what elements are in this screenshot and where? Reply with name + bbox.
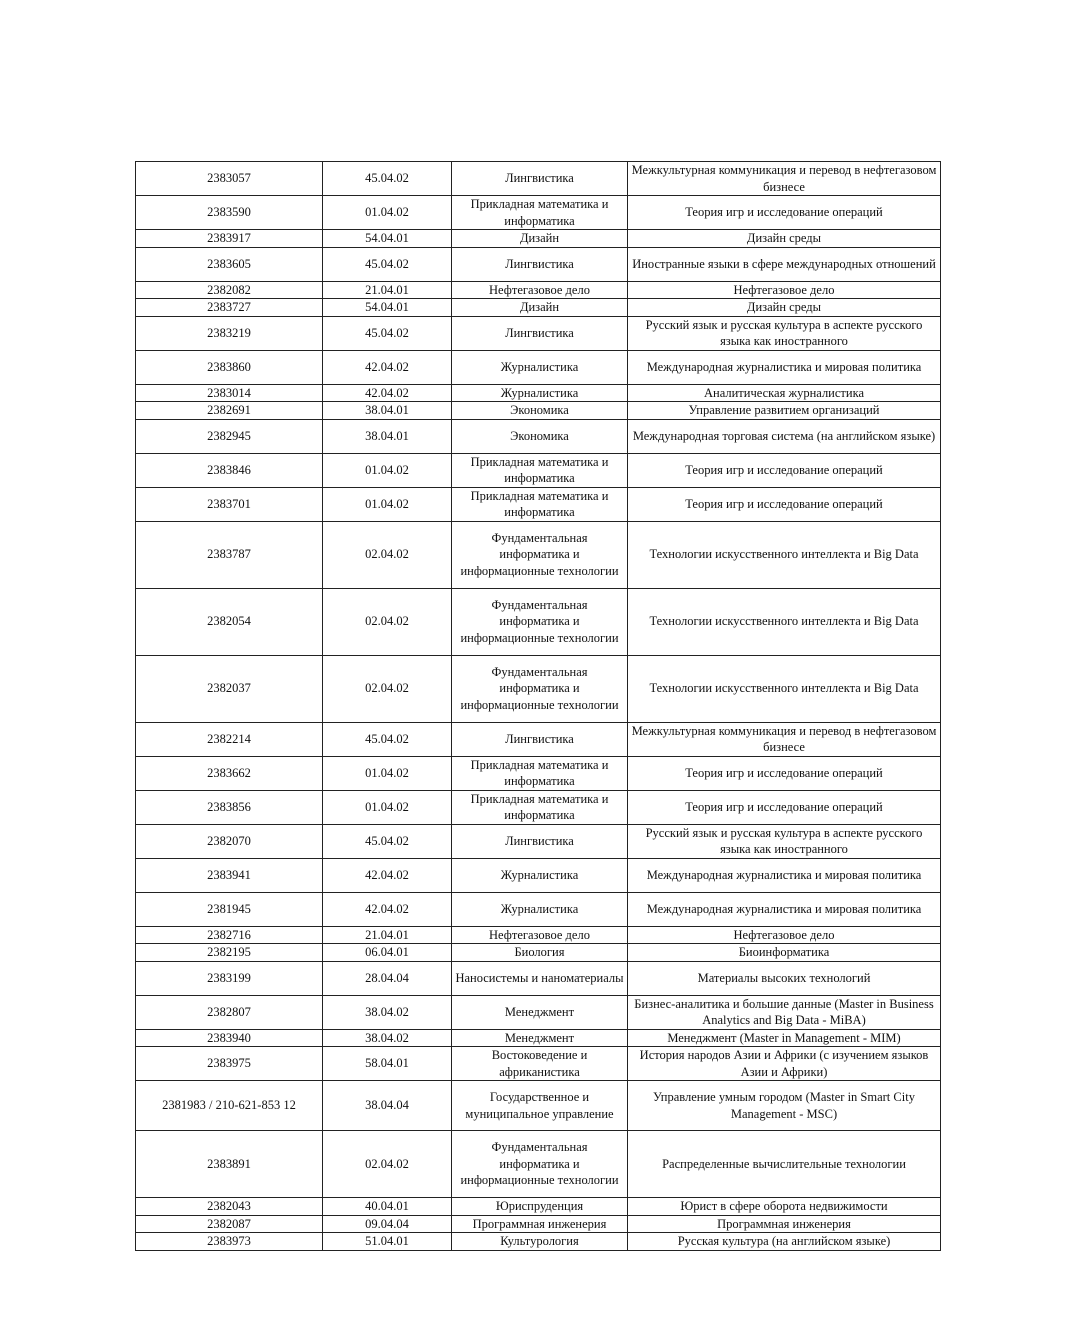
direction-cell: Государственное и муниципальное управление <box>452 1081 628 1131</box>
direction-cell: Нефтегазовое дело <box>452 926 628 944</box>
code-cell: 38.04.01 <box>323 402 452 420</box>
program-cell: Международная журналистика и мировая политика <box>628 892 941 926</box>
code-cell: 45.04.02 <box>323 247 452 281</box>
id-cell: 2382945 <box>136 419 323 453</box>
id-cell: 2382070 <box>136 824 323 858</box>
id-cell: 2382054 <box>136 588 323 655</box>
program-cell: Биоинформатика <box>628 944 941 962</box>
id-cell: 2382195 <box>136 944 323 962</box>
code-cell: 38.04.04 <box>323 1081 452 1131</box>
code-cell: 21.04.01 <box>323 281 452 299</box>
table-row <box>136 402 941 420</box>
direction-cell: Биология <box>452 944 628 962</box>
table-row <box>136 453 941 487</box>
code-cell: 54.04.01 <box>323 230 452 248</box>
direction-cell: Дизайн <box>452 299 628 317</box>
id-cell: 2383846 <box>136 453 323 487</box>
table-row <box>136 944 941 962</box>
program-cell: Теория игр и исследование операций <box>628 453 941 487</box>
code-cell: 02.04.02 <box>323 655 452 722</box>
code-cell: 02.04.02 <box>323 588 452 655</box>
id-cell: 2383973 <box>136 1233 323 1251</box>
program-cell: Международная журналистика и мировая политика <box>628 350 941 384</box>
direction-cell: Фундаментальная информатика и информационные технологии <box>452 1131 628 1198</box>
table-row <box>136 247 941 281</box>
id-cell: 2382037 <box>136 655 323 722</box>
table-row <box>136 419 941 453</box>
id-cell: 2383975 <box>136 1047 323 1081</box>
table-row <box>136 1081 941 1131</box>
table-row <box>136 384 941 402</box>
table-row <box>136 1131 941 1198</box>
table-row <box>136 1198 941 1216</box>
direction-cell: Программная инженерия <box>452 1215 628 1233</box>
program-cell: Технологии искусственного интеллекта и Big Data <box>628 521 941 588</box>
id-cell: 2383941 <box>136 858 323 892</box>
code-cell: 45.04.02 <box>323 162 452 196</box>
id-cell: 2382082 <box>136 281 323 299</box>
table-row <box>136 588 941 655</box>
direction-cell: Культурология <box>452 1233 628 1251</box>
table-row <box>136 1233 941 1251</box>
id-cell: 2383701 <box>136 487 323 521</box>
code-cell: 01.04.02 <box>323 487 452 521</box>
program-cell: Теория игр и исследование операций <box>628 756 941 790</box>
program-cell: Юрист в сфере оборота недвижимости <box>628 1198 941 1216</box>
id-cell: 2382691 <box>136 402 323 420</box>
table-row <box>136 316 941 350</box>
code-cell: 42.04.02 <box>323 350 452 384</box>
direction-cell: Фундаментальная информатика и информационные технологии <box>452 655 628 722</box>
direction-cell: Востоковедение и африканистика <box>452 1047 628 1081</box>
code-cell: 45.04.02 <box>323 824 452 858</box>
id-cell: 2383917 <box>136 230 323 248</box>
table-row <box>136 350 941 384</box>
code-cell: 21.04.01 <box>323 926 452 944</box>
code-cell: 01.04.02 <box>323 196 452 230</box>
admission-table <box>135 161 941 1251</box>
code-cell: 01.04.02 <box>323 756 452 790</box>
program-cell: Технологии искусственного интеллекта и Big Data <box>628 588 941 655</box>
table-row <box>136 995 941 1029</box>
program-cell: Нефтегазовое дело <box>628 281 941 299</box>
code-cell: 06.04.01 <box>323 944 452 962</box>
program-cell: Программная инженерия <box>628 1215 941 1233</box>
direction-cell: Прикладная математика и информатика <box>452 790 628 824</box>
code-cell: 40.04.01 <box>323 1198 452 1216</box>
code-cell: 42.04.02 <box>323 858 452 892</box>
program-cell: Русская культура (на английском языке) <box>628 1233 941 1251</box>
program-cell: Управление умным городом (Master in Smart City Management - MSC) <box>628 1081 941 1131</box>
code-cell: 58.04.01 <box>323 1047 452 1081</box>
direction-cell: Фундаментальная информатика и информационные технологии <box>452 588 628 655</box>
direction-cell: Фундаментальная информатика и информационные технологии <box>452 521 628 588</box>
program-cell: Межкультурная коммуникация и перевод в нефтегазовом бизнесе <box>628 722 941 756</box>
program-cell: Иностранные языки в сфере международных отношений <box>628 247 941 281</box>
direction-cell: Экономика <box>452 419 628 453</box>
program-cell: Дизайн среды <box>628 230 941 248</box>
id-cell: 2381983 / 210-621-853 12 <box>136 1081 323 1131</box>
code-cell: 02.04.02 <box>323 521 452 588</box>
table-row <box>136 196 941 230</box>
id-cell: 2383940 <box>136 1029 323 1047</box>
direction-cell: Менеджмент <box>452 1029 628 1047</box>
id-cell: 2383590 <box>136 196 323 230</box>
id-cell: 2382087 <box>136 1215 323 1233</box>
id-cell: 2381945 <box>136 892 323 926</box>
code-cell: 38.04.02 <box>323 995 452 1029</box>
program-cell: Русский язык и русская культура в аспекте русского языка как иностранного <box>628 824 941 858</box>
direction-cell: Юриспруденция <box>452 1198 628 1216</box>
code-cell: 02.04.02 <box>323 1131 452 1198</box>
direction-cell: Нефтегазовое дело <box>452 281 628 299</box>
code-cell: 42.04.02 <box>323 384 452 402</box>
table-row <box>136 722 941 756</box>
direction-cell: Журналистика <box>452 350 628 384</box>
program-cell: Теория игр и исследование операций <box>628 487 941 521</box>
code-cell: 38.04.02 <box>323 1029 452 1047</box>
program-cell: Управление развитием организаций <box>628 402 941 420</box>
program-cell: Дизайн среды <box>628 299 941 317</box>
id-cell: 2383199 <box>136 961 323 995</box>
table-row <box>136 299 941 317</box>
program-cell: Распределенные вычислительные технологии <box>628 1131 941 1198</box>
id-cell: 2382807 <box>136 995 323 1029</box>
code-cell: 38.04.01 <box>323 419 452 453</box>
id-cell: 2383605 <box>136 247 323 281</box>
direction-cell: Менеджмент <box>452 995 628 1029</box>
program-cell: Материалы высоких технологий <box>628 961 941 995</box>
direction-cell: Лингвистика <box>452 722 628 756</box>
table-row <box>136 521 941 588</box>
table-row <box>136 1215 941 1233</box>
table-row <box>136 858 941 892</box>
program-cell: Международная журналистика и мировая политика <box>628 858 941 892</box>
program-cell: Международная торговая система (на английском языке) <box>628 419 941 453</box>
table-row <box>136 756 941 790</box>
program-cell: Русский язык и русская культура в аспекте русского языка как иностранного <box>628 316 941 350</box>
id-cell: 2382716 <box>136 926 323 944</box>
direction-cell: Дизайн <box>452 230 628 248</box>
id-cell: 2382043 <box>136 1198 323 1216</box>
code-cell: 45.04.02 <box>323 722 452 756</box>
table-row <box>136 487 941 521</box>
program-cell: Аналитическая журналистика <box>628 384 941 402</box>
id-cell: 2382214 <box>136 722 323 756</box>
program-cell: Технологии искусственного интеллекта и Big Data <box>628 655 941 722</box>
table-row <box>136 961 941 995</box>
direction-cell: Наносистемы и наноматериалы <box>452 961 628 995</box>
table-row <box>136 824 941 858</box>
program-cell: История народов Азии и Африки (с изучением языков Азии и Африки) <box>628 1047 941 1081</box>
id-cell: 2383891 <box>136 1131 323 1198</box>
code-cell: 51.04.01 <box>323 1233 452 1251</box>
id-cell: 2383856 <box>136 790 323 824</box>
table-row <box>136 892 941 926</box>
program-cell: Менеджмент (Master in Management - MIM) <box>628 1029 941 1047</box>
direction-cell: Журналистика <box>452 858 628 892</box>
table-row <box>136 230 941 248</box>
program-cell: Межкультурная коммуникация и перевод в нефтегазовом бизнесе <box>628 162 941 196</box>
direction-cell: Прикладная математика и информатика <box>452 487 628 521</box>
id-cell: 2383219 <box>136 316 323 350</box>
program-cell: Нефтегазовое дело <box>628 926 941 944</box>
direction-cell: Лингвистика <box>452 162 628 196</box>
id-cell: 2383787 <box>136 521 323 588</box>
direction-cell: Прикладная математика и информатика <box>452 756 628 790</box>
table-row <box>136 1029 941 1047</box>
code-cell: 01.04.02 <box>323 453 452 487</box>
code-cell: 01.04.02 <box>323 790 452 824</box>
direction-cell: Журналистика <box>452 892 628 926</box>
direction-cell: Лингвистика <box>452 247 628 281</box>
code-cell: 09.04.04 <box>323 1215 452 1233</box>
code-cell: 54.04.01 <box>323 299 452 317</box>
table-row <box>136 926 941 944</box>
code-cell: 45.04.02 <box>323 316 452 350</box>
code-cell: 28.04.04 <box>323 961 452 995</box>
id-cell: 2383057 <box>136 162 323 196</box>
direction-cell: Журналистика <box>452 384 628 402</box>
direction-cell: Прикладная математика и информатика <box>452 196 628 230</box>
table-row <box>136 790 941 824</box>
table-row <box>136 655 941 722</box>
program-cell: Теория игр и исследование операций <box>628 790 941 824</box>
table-row <box>136 1047 941 1081</box>
program-cell: Теория игр и исследование операций <box>628 196 941 230</box>
id-cell: 2383860 <box>136 350 323 384</box>
table-row <box>136 162 941 196</box>
direction-cell: Лингвистика <box>452 824 628 858</box>
id-cell: 2383662 <box>136 756 323 790</box>
table-row <box>136 281 941 299</box>
id-cell: 2383014 <box>136 384 323 402</box>
code-cell: 42.04.02 <box>323 892 452 926</box>
program-cell: Бизнес-аналитика и большие данные (Master in Business Analytics and Big Data - MiBA) <box>628 995 941 1029</box>
direction-cell: Лингвистика <box>452 316 628 350</box>
id-cell: 2383727 <box>136 299 323 317</box>
table-body <box>136 162 941 1251</box>
direction-cell: Прикладная математика и информатика <box>452 453 628 487</box>
direction-cell: Экономика <box>452 402 628 420</box>
